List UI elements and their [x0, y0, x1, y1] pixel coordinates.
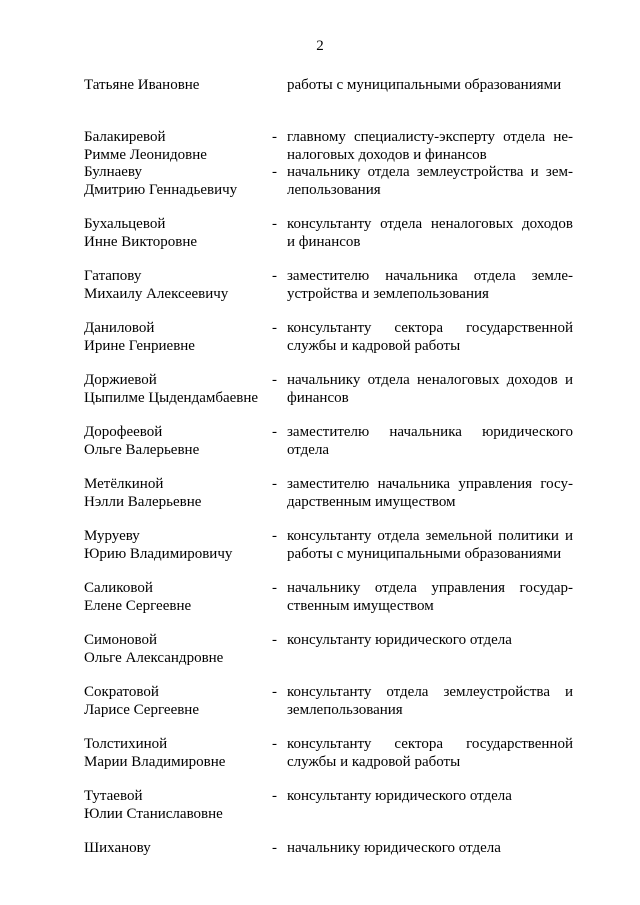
person-position — [287, 476, 573, 511]
name-line-1: Гатапову — [84, 268, 142, 284]
list-item — [0, 164, 640, 199]
position-line-2: службы и кадровой работы — [287, 753, 461, 770]
position-line-1: работы с муниципальными образованиями — [287, 77, 562, 93]
dash-separator: - — [272, 684, 277, 700]
list-item — [0, 840, 640, 875]
person-position — [287, 684, 573, 719]
dash-separator: - — [272, 372, 277, 388]
name-line-2: Марии Владимировне — [84, 753, 226, 770]
person-name — [84, 216, 264, 251]
person-position — [287, 424, 573, 459]
name-line-1: Шиханову — [84, 840, 151, 856]
name-line-1: Булнаеву — [84, 164, 142, 180]
name-line-2: Юрию Владимировичу — [84, 545, 233, 562]
person-name — [84, 372, 264, 407]
name-line-2: Инне Викторовне — [84, 233, 198, 250]
person-position — [287, 528, 573, 563]
person-name — [84, 476, 264, 511]
name-line-2: Ольге Валерьевне — [84, 441, 200, 458]
position-line-2: землепользования — [287, 701, 403, 718]
name-line-2: Дмитрию Геннадьевичу — [84, 181, 238, 198]
dash-separator: - — [272, 632, 277, 648]
position-line-1: заместителю начальника управления госу- — [287, 476, 573, 492]
person-name — [84, 424, 264, 459]
name-line-1: Даниловой — [84, 320, 155, 336]
list-item — [0, 372, 640, 407]
person-name — [84, 736, 264, 771]
person-name — [84, 580, 264, 615]
dash-separator: - — [272, 216, 277, 232]
name-line-2: Юлии Станиславовне — [84, 805, 223, 822]
name-line-1: Тутаевой — [84, 788, 143, 804]
position-line-2: устройства и землепользования — [287, 285, 489, 302]
name-line-2: Нэлли Валерьевне — [84, 493, 202, 510]
name-line-1: Толстихиной — [84, 736, 168, 752]
name-line-1: Балакиревой — [84, 129, 166, 145]
person-position — [287, 632, 573, 650]
page-number: 2 — [316, 38, 324, 54]
person-position — [287, 736, 573, 771]
name-line-1: Сократовой — [84, 684, 159, 700]
list-item — [0, 129, 640, 164]
dash-separator: - — [272, 268, 277, 284]
list-item — [0, 736, 640, 771]
position-line-1: консультанту отдела землеустройства и — [287, 684, 573, 700]
award-list — [0, 77, 640, 875]
name-line-1: Метёлкиной — [84, 476, 164, 492]
position-line-1: главному специалисту-эксперту отдела не- — [287, 129, 573, 145]
list-item — [0, 528, 640, 563]
position-line-2: ственным имуществом — [287, 597, 434, 614]
position-line-2: налоговых доходов и финансов — [287, 146, 487, 163]
name-line-1: Муруеву — [84, 528, 140, 544]
dash-separator: - — [272, 528, 277, 544]
name-line-2: Цыпилме Цыдендамбаевне — [84, 389, 259, 406]
dash-separator: - — [272, 580, 277, 596]
position-line-1: начальнику отдела землеустройства и зем- — [287, 164, 573, 180]
person-name — [84, 632, 264, 667]
name-line-2: Римме Леонидовне — [84, 146, 207, 163]
list-item — [0, 788, 640, 823]
person-name — [84, 77, 264, 95]
dash-separator: - — [272, 788, 277, 804]
dash-separator: - — [272, 320, 277, 336]
list-item — [0, 424, 640, 459]
person-name — [84, 320, 264, 355]
position-line-1: консультанту сектора государственной — [287, 736, 573, 752]
person-name — [84, 268, 264, 303]
name-line-2: Михаилу Алексеевичу — [84, 285, 229, 302]
position-line-1: консультанту юридического отдела — [287, 788, 512, 804]
list-item — [0, 320, 640, 355]
person-name — [84, 129, 264, 164]
dash-separator: - — [272, 476, 277, 492]
position-line-1: консультанту юридического отдела — [287, 632, 512, 648]
person-name — [84, 788, 264, 823]
list-item — [0, 632, 640, 667]
position-line-1: консультанту отдела земельной политики и — [287, 528, 573, 544]
position-line-2: лепользования — [287, 181, 381, 198]
dash-separator: - — [272, 840, 277, 856]
position-line-2: отдела — [287, 441, 330, 458]
name-line-1: Саликовой — [84, 580, 153, 596]
person-position — [287, 129, 573, 164]
name-line-1: Татьяне Ивановне — [84, 77, 200, 93]
person-name — [84, 840, 264, 858]
name-line-1: Дорофеевой — [84, 424, 163, 440]
person-position — [287, 580, 573, 615]
dash-separator: - — [272, 424, 277, 440]
position-line-1: начальнику отдела управления государ- — [287, 580, 573, 596]
list-item — [0, 476, 640, 511]
person-position — [287, 164, 573, 199]
person-name — [84, 528, 264, 563]
position-line-1: начальнику юридического отдела — [287, 840, 501, 856]
name-line-2: Ольге Александровне — [84, 649, 224, 666]
position-line-1: заместителю начальника юридического — [287, 424, 573, 440]
person-position — [287, 216, 573, 251]
position-line-2: финансов — [287, 389, 349, 406]
person-position — [287, 320, 573, 355]
position-line-2: и финансов — [287, 233, 361, 250]
dash-separator: - — [272, 129, 277, 145]
position-line-1: заместителю начальника отдела земле- — [287, 268, 573, 284]
list-item — [0, 268, 640, 303]
name-line-1: Доржиевой — [84, 372, 157, 388]
person-name — [84, 164, 264, 199]
person-position — [287, 372, 573, 407]
name-line-1: Симоновой — [84, 632, 158, 648]
position-line-2: работы с муниципальными образованиями — [287, 545, 562, 562]
name-line-2: Ирине Генриевне — [84, 337, 195, 354]
position-line-2: службы и кадровой работы — [287, 337, 461, 354]
list-item — [0, 77, 640, 112]
list-item — [0, 684, 640, 719]
name-line-2: Елене Сергеевне — [84, 597, 192, 614]
list-item — [0, 216, 640, 251]
name-line-1: Бухальцевой — [84, 216, 166, 232]
dash-separator: - — [272, 164, 277, 180]
name-line-2: Ларисе Сергеевне — [84, 701, 199, 718]
person-name — [84, 684, 264, 719]
position-line-1: консультанту отдела неналоговых доходов — [287, 216, 573, 232]
position-line-1: начальнику отдела неналоговых доходов и — [287, 372, 573, 388]
person-position — [287, 840, 573, 858]
position-line-1: консультанту сектора государственной — [287, 320, 573, 336]
person-position — [287, 268, 573, 303]
list-item — [0, 580, 640, 615]
dash-separator: - — [272, 736, 277, 752]
person-position — [287, 77, 573, 95]
position-line-2: дарственным имуществом — [287, 493, 456, 510]
person-position — [287, 788, 573, 806]
